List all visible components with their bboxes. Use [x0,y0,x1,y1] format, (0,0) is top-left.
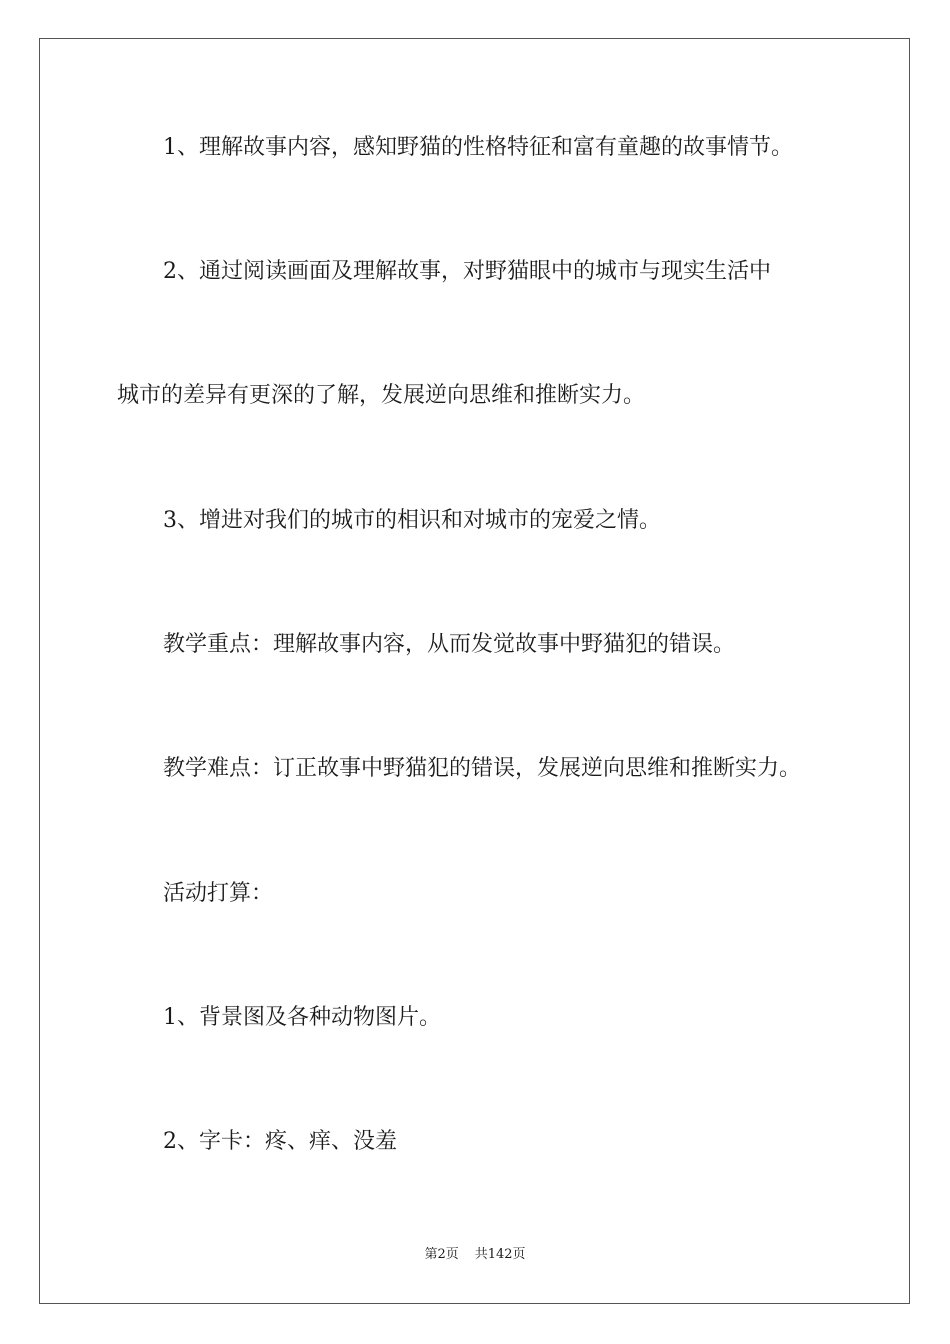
page-total: 共142页 [474,1247,526,1262]
page-footer [0,1246,950,1264]
paragraph-activity-prep: 活动打算： [163,881,274,906]
paragraph-objective-2-continued: 城市的差异有更深的了解，发展逆向思维和推断实力。 [117,383,646,408]
page-frame [39,38,910,1304]
paragraph-teaching-focus: 教学重点：理解故事内容，从而发觉故事中野猫犯的错误。 [163,632,736,657]
paragraph-objective-1: 1、理解故事内容，感知野猫的性格特征和富有童趣的故事情节。 [163,135,793,160]
paragraph-teaching-difficulty: 教学难点：订正故事中野猫犯的错误，发展逆向思维和推断实力。 [163,756,802,781]
paragraph-prep-item-2: 2、字卡：疼、痒、没羞 [163,1129,397,1154]
paragraph-objective-3: 3、增进对我们的城市的相识和对城市的宠爱之情。 [163,508,661,533]
paragraph-prep-item-1: 1、背景图及各种动物图片。 [163,1005,441,1030]
page-number: 第2页 [424,1247,459,1262]
paragraph-objective-2: 2、通过阅读画面及理解故事，对野猫眼中的城市与现实生活中 [163,259,771,284]
